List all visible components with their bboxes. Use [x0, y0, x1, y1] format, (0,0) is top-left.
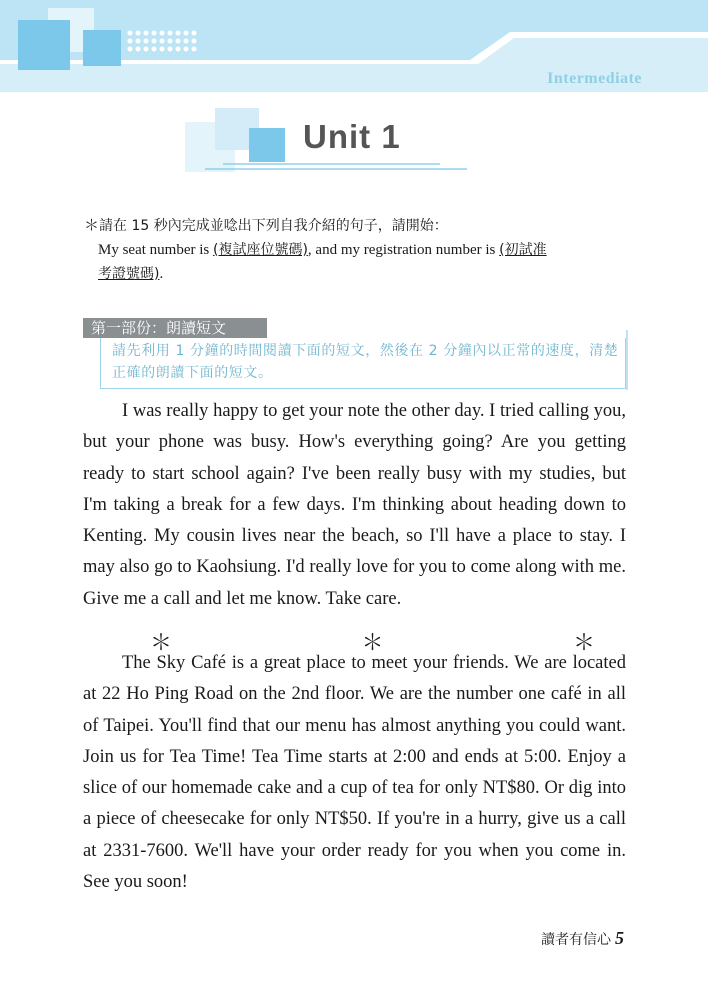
notice-shadow	[626, 330, 628, 390]
registration-number-blank-cont: 考證號碼)	[98, 266, 160, 282]
passage-2: The Sky Café is a great place to meet your friends. We are located at 22 Ho Ping Road on the 2nd floor. We are the number one café in all of Taipei. You'll find that our menu has almost anything you could want. Join us for Tea Time! Tea Time starts at 2:00 and ends at 5:00. Enjoy a slice of our homemade cake and a cup of tea for only NT$80. Or dig into a piece of cheesecake for only NT$50. If you're in a hurry, give us a call at 2331-7600. We'll have your order ready for you when you come in. See you soon!	[83, 653, 626, 893]
seat-number-blank: (複試座位號碼)	[212, 242, 308, 258]
seat-text: My seat number is	[98, 242, 210, 258]
page-footer	[541, 928, 624, 949]
book-title: 讀者有信心	[541, 932, 611, 948]
sentence-end: .	[159, 266, 164, 282]
middle-text: , and my registration number is	[307, 242, 496, 258]
notice-text: 請先利用 1 分鐘的時間閱讀下面的短文，然後在 2 分鐘內以正常的速度，清楚正確的朗讀下面的短文。	[112, 343, 619, 381]
passage-1: I was really happy to get your note the other day. I tried calling you, but your phone was busy. How's everything going? Are you getting ready to start school again? I've been really busy with my studies, but I'm taking a break for a few days. I'm thinking about heading down to Kenting. My cousin lives near the beach, so I'll have a place to stay. I may also go to Kaohsiung. I'd really love for you to come along with me. Give me a call and let me know. Take care.	[83, 401, 626, 609]
unit-title: Unit 1	[303, 118, 401, 155]
asterisk-icon: ＊	[150, 631, 173, 656]
asterisk-icon: ＊	[572, 631, 595, 656]
instruction-sentence	[84, 238, 624, 286]
level-label: Intermediate	[547, 70, 642, 87]
asterisk-icon: ＊	[84, 216, 100, 234]
instruction-prompt: 請在 15 秒內完成並唸出下列自我介紹的句子，請開始：	[99, 218, 448, 234]
self-intro-instruction	[84, 213, 624, 286]
section-tag: 第一部份：朗讀短文	[83, 318, 267, 338]
asterisk-icon: ＊	[361, 631, 384, 656]
registration-number-blank: (初試准	[499, 242, 547, 258]
instruction-prompt-line	[84, 213, 624, 238]
page-number: 5	[615, 928, 624, 948]
